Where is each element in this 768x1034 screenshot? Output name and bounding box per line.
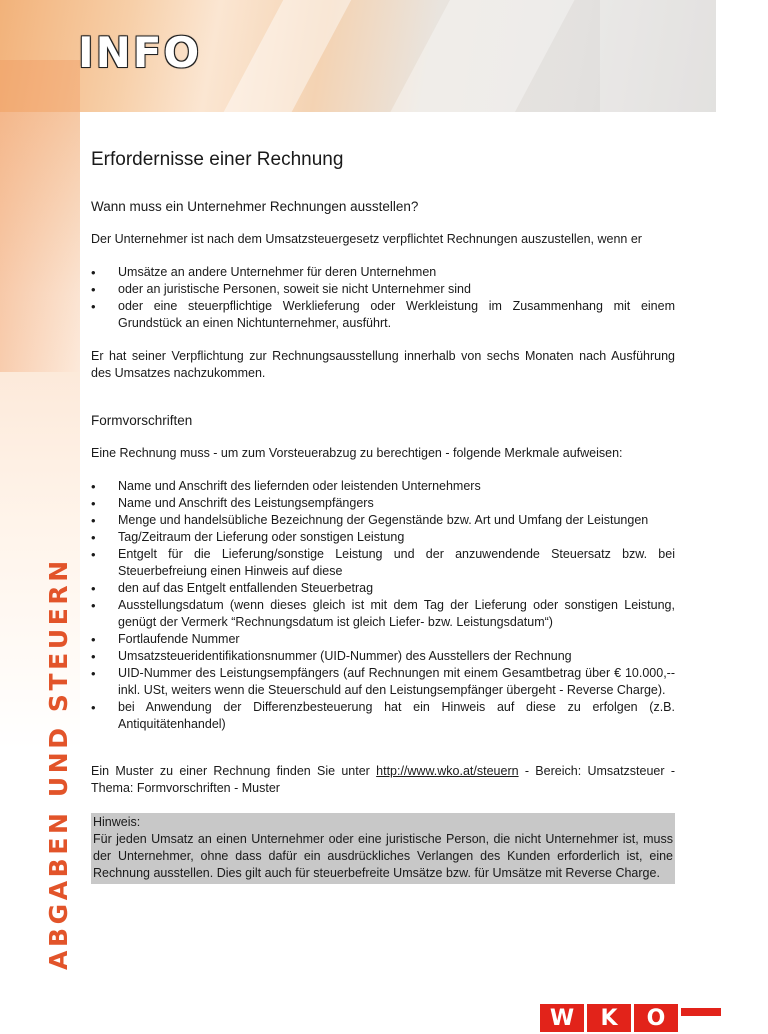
list-item: • Name und Anschrift des liefernden oder leistenden Unternehmers xyxy=(91,478,675,495)
banner-title: INFO xyxy=(78,28,202,77)
logo-bar xyxy=(681,1008,721,1016)
list-item: • Menge und handelsübliche Bezeichnung der Gegenstände bzw. Art und Umfang der Leistungen xyxy=(91,512,675,529)
bullet-list-umsaetze xyxy=(91,264,675,332)
paragraph-muster xyxy=(91,763,675,797)
muster-text: Ein Muster zu einer Rechnung finden Sie unter xyxy=(91,764,377,778)
banner-decoration xyxy=(0,60,80,112)
banner-decoration xyxy=(600,0,716,112)
list-item: • bei Anwendung der Differenzbesteuerung hat ein Hinweis auf diese zu erfolgen (z.B. Antiquitätenhandel) xyxy=(91,699,675,733)
logo-letter: W xyxy=(540,1004,584,1032)
document-title: Erfordernisse einer Rechnung xyxy=(91,149,344,170)
wko-steuern-link[interactable]: http://www.wko.at/steuern xyxy=(376,764,519,778)
muster-text-rest: - Bereich: Umsatzsteuer - Thema: Formvorschriften - Muster xyxy=(91,764,675,795)
list-item: • Tag/Zeitraum der Lieferung oder sonstigen Leistung xyxy=(91,529,675,546)
header-banner xyxy=(0,0,716,112)
list-item: • Umsätze an andere Unternehmer für deren Unternehmen xyxy=(91,264,675,281)
side-band-glow xyxy=(0,112,80,372)
bullet-list-merkmale xyxy=(91,478,675,733)
list-item: • den auf das Entgelt entfallenden Steuerbetrag xyxy=(91,580,675,597)
document-body xyxy=(91,148,675,884)
list-item: • UID-Nummer des Leistungsempfängers (auf Rechnungen mit einem Gesamtbetrag über € 10.000,-- inkl. USt, weiters wenn die Steuerschuld auf den Leistungsempfänger übergeht - Reverse Charge). xyxy=(91,665,675,699)
vertical-section-title: ABGABEN UND STEUERN xyxy=(44,557,73,970)
banner-decoration xyxy=(202,0,358,112)
list-item: • Umsatzsteueridentifikationsnummer (UID-Nummer) des Ausstellers der Rechnung xyxy=(91,648,675,665)
paragraph-merkmale-intro: Eine Rechnung muss - um zum Vorsteuerabzug zu berechtigen - folgende Merkmale aufweisen: xyxy=(91,446,623,460)
wko-logo xyxy=(540,1004,721,1031)
list-item: • Name und Anschrift des Leistungsempfängers xyxy=(91,495,675,512)
banner-decoration xyxy=(375,0,575,112)
list-item: • oder eine steuerpflichtige Werklieferung oder Werkleistung im Zusammenhang mit einem Grundstück an einen Nichtunternehmer, ausführt. xyxy=(91,298,675,332)
paragraph-intro: Der Unternehmer ist nach dem Umsatzsteuergesetz verpflichtet Rechnungen auszustellen, wenn er xyxy=(91,232,642,246)
note-label: Hinweis: xyxy=(93,815,141,829)
list-item: • oder an juristische Personen, soweit sie nicht Unternehmer sind xyxy=(91,281,675,298)
note-box xyxy=(91,813,675,884)
list-item: • Entgelt für die Lieferung/sonstige Leistung und der anzuwendende Steuersatz bzw. bei Steuerbefreiung einen Hinweis auf diese xyxy=(91,546,675,580)
list-item: • Fortlaufende Nummer xyxy=(91,631,675,648)
logo-letter: K xyxy=(587,1004,631,1032)
list-item: • Ausstellungsdatum (wenn dieses gleich ist mit dem Tag der Lieferung oder sonstigen Leistung, genügt der Vermerk “Rechnungsdatum ist gleich Liefer- bzw. Leistungsdatum“) xyxy=(91,597,675,631)
section-heading-ausstellen: Wann muss ein Unternehmer Rechnungen ausstellen? xyxy=(91,199,419,214)
paragraph-frist: Er hat seiner Verpflichtung zur Rechnungsausstellung innerhalb von sechs Monaten nach Ausführung des Umsatzes nachzukommen. xyxy=(91,349,675,380)
section-heading-formvorschriften: Formvorschriften xyxy=(91,413,193,428)
logo-letter: O xyxy=(634,1004,678,1032)
note-text: Für jeden Umsatz an einen Unternehmer oder eine juristische Person, die nicht Unternehmer ist, muss der Unternehmer, ohne dass dafür ein ausdrückliches Verlangen des Kunden erforderlich ist, eine Rechnung ausstellen. Dies gilt auch für steuerbefreite Umsätze bzw. für Umsätze mit Reverse Charge. xyxy=(93,832,673,880)
